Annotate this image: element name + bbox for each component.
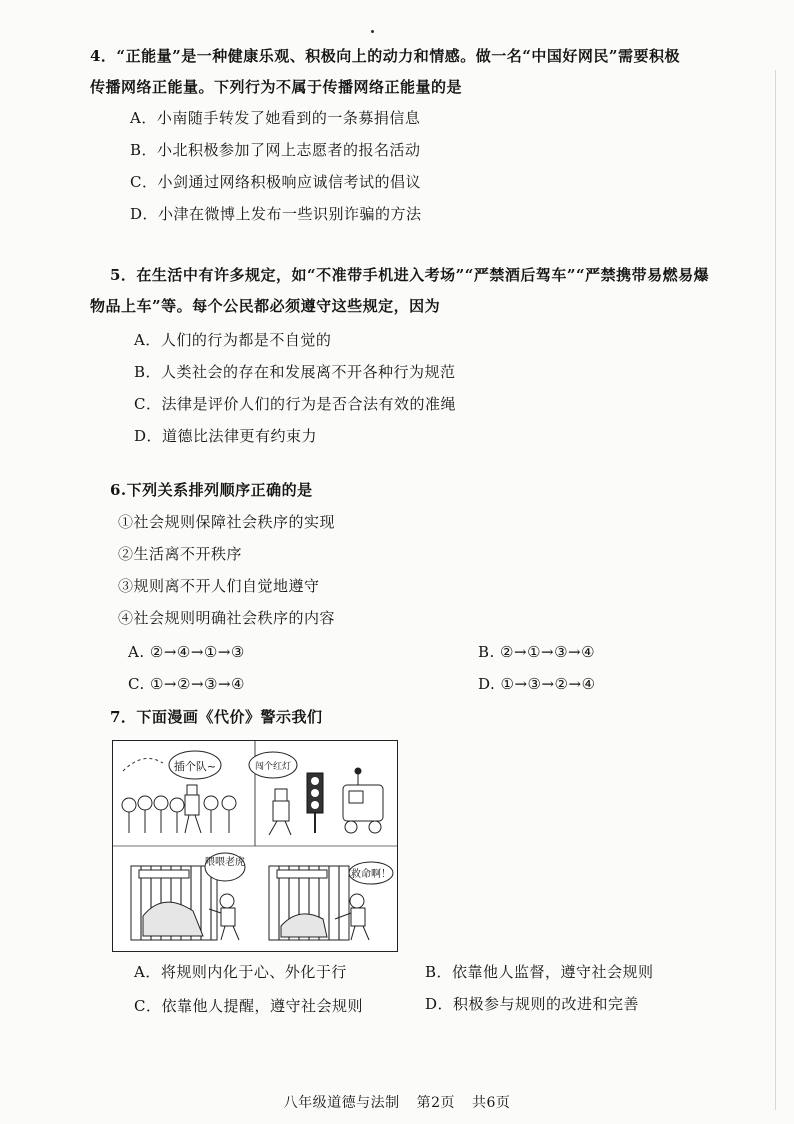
q5-stem-line2: 物品上车”等。每个公民都必须遵守这些规定，因为 — [90, 297, 441, 315]
q4-option-d: D．小津在微博上发布一些识别诈骗的方法 — [130, 205, 422, 223]
q5-option-b: B．人类社会的存在和发展离不开各种行为规范 — [134, 363, 456, 381]
q6-item-1: ①社会规则保障社会秩序的实现 — [118, 513, 336, 531]
scan-edge — [775, 70, 776, 1110]
q5-option-d: D．道德比法律更有约束力 — [134, 427, 318, 445]
footer-subject: 八年级道德与法制 — [283, 1095, 400, 1111]
q7-option-c: C．依靠他人提醒，遵守社会规则 — [134, 997, 363, 1015]
footer-page: 第2页 — [416, 1095, 455, 1111]
q4-option-c: C．小剑通过网络积极响应诚信考试的倡议 — [130, 173, 421, 191]
q7-stem: 7．下面漫画《代价》警示我们 — [110, 708, 323, 726]
footer-total: 共6页 — [471, 1095, 511, 1111]
q4-stem-line2: 传播网络正能量。下列行为不属于传播网络正能量的是 — [90, 78, 463, 96]
q4-option-b: B．小北积极参加了网上志愿者的报名活动 — [130, 141, 421, 159]
q4-stem-line1: 4．“正能量”是一种健康乐观、积极向上的动力和情感。做一名“中国好网民”需要积极 — [90, 47, 680, 65]
comic-bubble-2: 闯个红灯 — [254, 762, 292, 772]
q6-option-b: B. ②→①→③→④ — [478, 643, 596, 661]
q5-option-c: C．法律是评价人们的行为是否合法有效的准绳 — [134, 395, 456, 413]
q6-item-3: ③规则离不开人们自觉地遵守 — [118, 577, 320, 595]
comic-bubble-1: 插个队~ — [173, 760, 217, 773]
q4-option-a: A．小南随手转发了她看到的一条募捐信息 — [130, 109, 421, 127]
q5-option-a: A．人们的行为都是不自觉的 — [134, 331, 332, 349]
q7-option-b: B．依靠他人监督，遵守社会规则 — [425, 963, 654, 981]
q7-option-d: D．积极参与规则的改进和完善 — [425, 995, 640, 1013]
comic-bubble-3: 喂喂老虎 — [205, 857, 245, 868]
q6-option-c: C. ①→②→③→④ — [128, 675, 245, 693]
q6-stem: 6.下列关系排列顺序正确的是 — [110, 481, 313, 499]
q5-stem-line1: 5．在生活中有许多规定，如“不准带手机进入考场”“严禁酒后驾车”“严禁携带易燃易爆 — [110, 266, 710, 284]
page-footer — [0, 1092, 794, 1112]
q6-item-4: ④社会规则明确社会秩序的内容 — [118, 609, 336, 627]
q6-item-2: ②生活离不开秩序 — [118, 545, 243, 563]
q7-option-a: A．将规则内化于心、外化于行 — [134, 963, 347, 981]
comic-bubble-4: 救命啊！ — [351, 869, 391, 880]
comic-illustration — [112, 740, 398, 952]
q6-option-a: A. ②→④→①→③ — [128, 643, 245, 661]
scan-dot — [371, 30, 374, 33]
q6-option-d: D. ①→③→②→④ — [478, 675, 596, 693]
